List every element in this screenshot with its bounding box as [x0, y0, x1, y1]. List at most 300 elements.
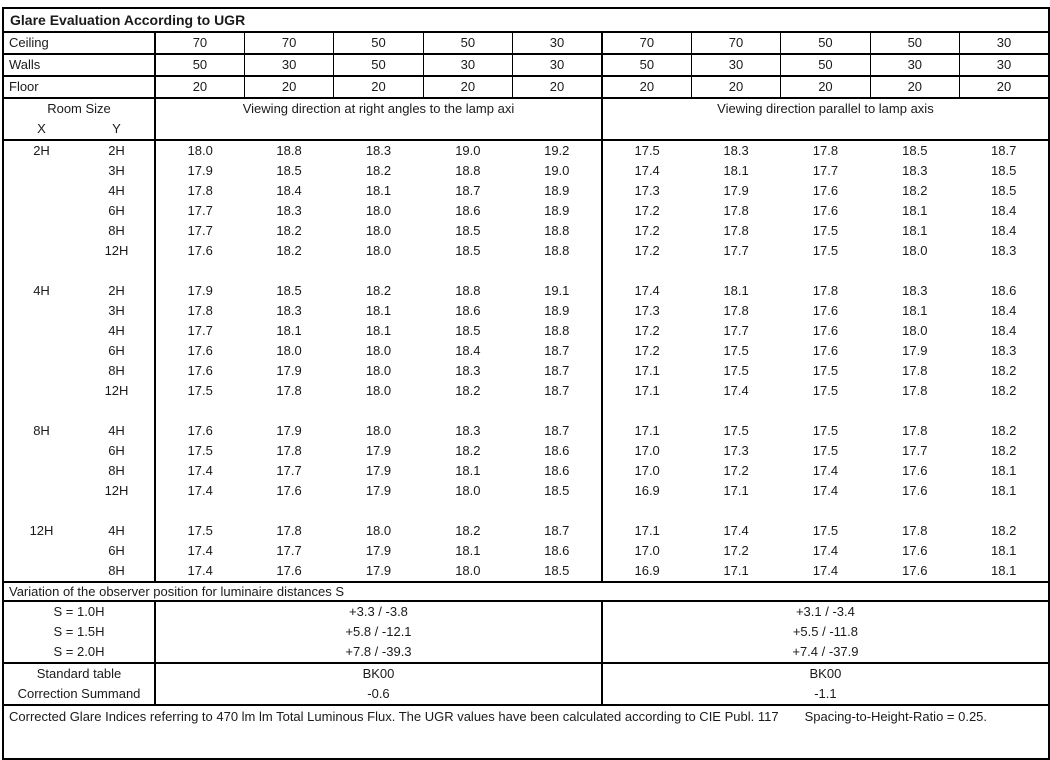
- ugr-value-cell: 18.1: [991, 463, 1017, 478]
- ugr-value-cell: 18.0: [902, 243, 928, 258]
- footer-cell: [3, 705, 1049, 759]
- y-label-cell: 3H: [79, 161, 155, 181]
- ugr-values-section: [3, 140, 1049, 582]
- ugr-value-cell: 17.6: [812, 343, 839, 358]
- x-label-cell: 8H: [33, 423, 50, 438]
- ugr-value-cell: 17.7: [812, 163, 839, 178]
- ugr-value-cell: 17.8: [276, 443, 302, 458]
- y-label-cell: 12H: [79, 381, 155, 401]
- ugr-value-cell: 18.5: [513, 561, 602, 582]
- surface-value-cell: 30: [691, 54, 780, 76]
- ugr-value-cell: 17.8: [902, 363, 928, 378]
- ugr-value-cell: 17.5: [812, 443, 839, 458]
- surface-value-cell: 70: [691, 32, 780, 54]
- ugr-value-cell: 17.6: [187, 343, 213, 358]
- ugr-value-cell: 17.3: [634, 183, 660, 198]
- ugr-value-cell: 18.3: [902, 163, 928, 178]
- ugr-value-cell: 17.9: [187, 283, 213, 298]
- y-col-header: Y: [112, 121, 121, 136]
- ugr-value-cell: 17.8: [723, 203, 749, 218]
- ugr-value-cell: 17.6: [812, 323, 839, 338]
- x-label-cell: [3, 321, 79, 341]
- y-label-cell: 12H: [79, 481, 155, 501]
- ugr-value-cell: 17.4: [812, 483, 839, 498]
- ugr-value-cell: 18.1: [902, 203, 928, 218]
- ugr-data-row: [3, 140, 1049, 161]
- ugr-value-cell: 18.0: [365, 243, 392, 258]
- ugr-value-cell: 18.4: [455, 343, 481, 358]
- surface-value-cell: 20: [781, 76, 870, 98]
- ugr-value-cell: 17.4: [634, 283, 660, 298]
- ugr-value-cell: 18.2: [365, 163, 392, 178]
- ugr-value-cell: 17.6: [902, 463, 928, 478]
- x-label-cell: [3, 341, 79, 361]
- variation-heading-row: [3, 582, 1049, 601]
- ugr-value-cell: 17.5: [187, 383, 213, 398]
- y-label-cell: 6H: [79, 441, 155, 461]
- ugr-value-cell: 18.4: [991, 303, 1017, 318]
- ugr-value-cell: 18.5: [276, 163, 302, 178]
- ugr-value-cell: 17.7: [276, 543, 302, 558]
- ugr-value-cell: 17.8: [902, 523, 928, 538]
- ugr-value-cell: 18.3: [991, 343, 1017, 358]
- ugr-value-cell: 17.6: [902, 483, 928, 498]
- ugr-value-cell: 18.6: [455, 203, 481, 218]
- ugr-value-cell: 17.9: [276, 363, 302, 378]
- ugr-value-cell: 17.3: [723, 443, 749, 458]
- x-label-cell: [3, 481, 79, 501]
- surface-row-label: Ceiling: [3, 32, 155, 54]
- ugr-value-cell: 18.7: [991, 143, 1017, 158]
- ugr-value-cell: 17.5: [812, 523, 839, 538]
- ugr-value-cell: 18.5: [513, 481, 602, 501]
- ugr-value-cell: 17.7: [187, 323, 213, 338]
- ugr-value-cell: 18.5: [455, 323, 481, 338]
- ugr-value-cell: 17.1: [723, 483, 749, 498]
- ugr-value-cell: 18.0: [455, 483, 481, 498]
- ugr-value-cell: 17.1: [723, 563, 749, 578]
- ugr-value-cell: 17.1: [634, 383, 660, 398]
- ugr-value-cell: 18.4: [991, 223, 1017, 238]
- ugr-value-cell: 18.5: [991, 163, 1017, 178]
- x-label-cell: [3, 301, 79, 321]
- ugr-value-cell: 17.7: [723, 323, 749, 338]
- ugr-data-row: [3, 281, 1049, 301]
- ugr-value-cell: 18.7: [513, 381, 602, 401]
- x-label-cell: [3, 381, 79, 401]
- ugr-value-cell: 18.1: [902, 303, 928, 318]
- s-left-value: +3.3 / -3.8: [155, 601, 602, 622]
- ugr-value-cell: 18.9: [513, 201, 602, 221]
- y-label-cell: 6H: [79, 541, 155, 561]
- ugr-value-cell: 17.8: [812, 143, 839, 158]
- ugr-value-cell: 17.8: [276, 383, 302, 398]
- title-row: [3, 8, 1049, 32]
- ugr-value-cell: 18.2: [991, 363, 1017, 378]
- x-label-cell: [3, 441, 79, 461]
- y-label-cell: 4H: [79, 521, 155, 541]
- ugr-value-cell: 17.9: [723, 183, 749, 198]
- surface-value-cell: 20: [155, 76, 244, 98]
- ugr-value-cell: 17.2: [634, 203, 660, 218]
- surface-value-cell: 20: [960, 76, 1049, 98]
- variation-heading: Variation of the observer position for luminaire distances S: [3, 582, 1049, 601]
- block-gap-row: [3, 401, 1049, 421]
- ugr-value-cell: 17.5: [812, 363, 839, 378]
- ugr-value-cell: 17.1: [634, 423, 660, 438]
- ugr-data-row: [3, 201, 1049, 221]
- ugr-value-cell: 17.8: [902, 383, 928, 398]
- ugr-value-cell: 17.0: [634, 463, 660, 478]
- ugr-value-cell: 17.7: [187, 203, 213, 218]
- surface-value-cell: 20: [513, 76, 602, 98]
- surface-value-cell: 20: [870, 76, 959, 98]
- ugr-value-cell: 17.2: [723, 543, 749, 558]
- ugr-value-cell: 18.6: [513, 461, 602, 481]
- ugr-value-cell: 17.6: [902, 543, 928, 558]
- ugr-value-cell: 18.1: [991, 563, 1017, 578]
- spacing-height-ratio: Spacing-to-Height-Ratio = 0.25.: [804, 709, 988, 724]
- x-label-cell: 2H: [33, 143, 50, 158]
- ugr-data-row: [3, 321, 1049, 341]
- ugr-value-cell: 17.8: [187, 183, 213, 198]
- ugr-value-cell: 18.8: [513, 221, 602, 241]
- ugr-value-cell: 18.0: [365, 203, 392, 218]
- x-label-cell: [3, 181, 79, 201]
- surface-value-cell: 70: [155, 32, 244, 54]
- ugr-value-cell: 17.5: [812, 383, 839, 398]
- y-label-cell: 2H: [79, 281, 155, 301]
- ugr-value-cell: 18.6: [991, 283, 1017, 298]
- ugr-value-cell: 17.6: [187, 363, 213, 378]
- surface-value-cell: 50: [602, 54, 691, 76]
- ugr-value-cell: 18.2: [991, 383, 1017, 398]
- ugr-value-cell: 17.5: [723, 343, 749, 358]
- ugr-value-cell: 18.0: [365, 423, 392, 438]
- ugr-data-row: [3, 521, 1049, 541]
- surface-value-cell: 20: [334, 76, 423, 98]
- ugr-value-cell: 17.5: [812, 243, 839, 258]
- ugr-value-cell: 16.9: [634, 483, 660, 498]
- observer-variation-row: [3, 601, 1049, 622]
- ugr-data-row: [3, 241, 1049, 261]
- ugr-value-cell: 18.2: [455, 443, 481, 458]
- ugr-value-cell: 18.4: [991, 323, 1017, 338]
- ugr-value-cell: 17.5: [812, 423, 839, 438]
- s-right-value: +7.4 / -37.9: [792, 644, 859, 659]
- ugr-value-cell: 18.3: [365, 143, 392, 158]
- observer-variation-row: [3, 622, 1049, 642]
- ugr-value-cell: 17.6: [187, 423, 213, 438]
- summary-section: [3, 663, 1049, 705]
- ugr-value-cell: 17.4: [187, 483, 213, 498]
- surface-value-cell: 30: [960, 32, 1049, 54]
- ugr-value-cell: 18.3: [276, 203, 302, 218]
- ugr-value-cell: 18.0: [276, 343, 302, 358]
- ugr-value-cell: 18.2: [455, 523, 481, 538]
- surface-value-cell: 50: [334, 54, 423, 76]
- ugr-value-cell: 17.5: [723, 363, 749, 378]
- ugr-data-row: [3, 541, 1049, 561]
- surface-value-cell: 20: [423, 76, 512, 98]
- surface-value-cell: 30: [513, 32, 602, 54]
- ugr-value-cell: 18.3: [902, 283, 928, 298]
- s-distance-label: S = 2.0H: [3, 642, 155, 663]
- s-right-value: +5.5 / -11.8: [792, 624, 859, 639]
- surface-value-cell: 50: [781, 32, 870, 54]
- ugr-value-cell: 18.5: [455, 223, 481, 238]
- ugr-value-cell: 18.6: [513, 441, 602, 461]
- ugr-value-cell: 17.9: [365, 483, 392, 498]
- ugr-value-cell: 18.5: [276, 283, 302, 298]
- x-label-cell: [3, 561, 79, 582]
- ugr-data-row: [3, 361, 1049, 381]
- ugr-value-cell: 18.0: [455, 563, 481, 578]
- x-label-cell: [3, 541, 79, 561]
- observer-variation-section: [3, 601, 1049, 663]
- ugr-value-cell: 18.6: [455, 303, 481, 318]
- ugr-value-cell: 17.2: [634, 323, 660, 338]
- observer-variation-row: [3, 642, 1049, 663]
- ugr-value-cell: 18.0: [365, 223, 392, 238]
- ugr-value-cell: 18.1: [723, 283, 749, 298]
- ugr-value-cell: 18.1: [455, 543, 481, 558]
- ugr-value-cell: 17.5: [723, 423, 749, 438]
- surface-value-cell: 50: [155, 54, 244, 76]
- ugr-value-cell: 18.8: [276, 143, 302, 158]
- ugr-value-cell: 18.9: [513, 181, 602, 201]
- ugr-value-cell: 17.8: [902, 423, 928, 438]
- ugr-value-cell: 17.8: [187, 303, 213, 318]
- ugr-value-cell: 18.8: [513, 321, 602, 341]
- ugr-value-cell: 18.1: [902, 223, 928, 238]
- ugr-value-cell: 18.8: [455, 283, 481, 298]
- y-label-cell: 6H: [79, 341, 155, 361]
- surface-row: [3, 76, 1049, 98]
- s-left-value: +7.8 / -39.3: [155, 642, 602, 663]
- footer-text: Corrected Glare Indices referring to 470 lm lm Total Luminous Flux. The UGR values have been calculated according to CIE Publ. 117: [9, 709, 779, 724]
- x-label-cell: 4H: [33, 283, 50, 298]
- ugr-value-cell: 18.2: [455, 383, 481, 398]
- ugr-value-cell: 17.6: [812, 303, 839, 318]
- y-label-cell: 8H: [79, 361, 155, 381]
- ugr-value-cell: 18.2: [902, 183, 928, 198]
- x-label-cell: 12H: [29, 523, 54, 538]
- ugr-value-cell: 18.1: [455, 463, 481, 478]
- y-label-cell: 4H: [79, 421, 155, 441]
- y-label-cell: 8H: [79, 461, 155, 481]
- ugr-data-row: [3, 441, 1049, 461]
- ugr-value-cell: 17.2: [634, 343, 660, 358]
- s-left-value: +5.8 / -12.1: [155, 622, 602, 642]
- ugr-data-row: [3, 301, 1049, 321]
- y-label-cell: 12H: [79, 241, 155, 261]
- ugr-value-cell: 18.1: [365, 303, 392, 318]
- ugr-value-cell: 18.2: [365, 283, 392, 298]
- ugr-value-cell: 17.4: [812, 463, 839, 478]
- table-title: Glare Evaluation According to UGR: [3, 8, 1049, 32]
- room-size-header-cell: [3, 98, 155, 140]
- ugr-value-cell: 17.6: [902, 563, 928, 578]
- summary-left-value: -0.6: [155, 684, 602, 705]
- ugr-value-cell: 17.1: [634, 363, 660, 378]
- surface-value-cell: 50: [870, 32, 959, 54]
- summary-label: Correction Summand: [3, 684, 155, 705]
- viewing-parallel-heading: Viewing direction parallel to lamp axis: [602, 98, 1049, 140]
- ugr-data-row: [3, 341, 1049, 361]
- s-distance-label: S = 1.0H: [3, 601, 155, 622]
- surface-value-cell: 70: [244, 32, 333, 54]
- surface-value-cell: 20: [244, 76, 333, 98]
- ugr-value-cell: 17.5: [634, 143, 660, 158]
- ugr-value-cell: 17.9: [276, 423, 302, 438]
- ugr-value-cell: 17.9: [187, 163, 213, 178]
- ugr-value-cell: 17.7: [902, 443, 928, 458]
- surface-value-cell: 30: [244, 54, 333, 76]
- y-label-cell: 2H: [79, 140, 155, 161]
- surface-value-cell: 20: [691, 76, 780, 98]
- ugr-value-cell: 18.0: [365, 383, 392, 398]
- ugr-data-row: [3, 481, 1049, 501]
- ugr-value-cell: 17.2: [723, 463, 749, 478]
- ugr-value-cell: 17.2: [634, 223, 660, 238]
- block-gap-row: [3, 261, 1049, 281]
- ugr-value-cell: 17.7: [276, 463, 302, 478]
- ugr-value-cell: 18.3: [723, 143, 749, 158]
- summary-label: Standard table: [3, 663, 155, 684]
- ugr-value-cell: 18.7: [513, 361, 602, 381]
- ugr-value-cell: 17.1: [634, 523, 660, 538]
- ugr-value-cell: 18.5: [902, 143, 928, 158]
- ugr-value-cell: 18.1: [365, 323, 392, 338]
- ugr-value-cell: 19.2: [513, 140, 602, 161]
- y-label-cell: 4H: [79, 181, 155, 201]
- ugr-value-cell: 18.7: [455, 183, 481, 198]
- ugr-value-cell: 18.8: [455, 163, 481, 178]
- ugr-value-cell: 18.3: [991, 243, 1017, 258]
- xy-header-line: [4, 119, 154, 139]
- summary-row: [3, 663, 1049, 684]
- ugr-value-cell: 18.0: [365, 343, 392, 358]
- ugr-value-cell: 17.6: [276, 563, 302, 578]
- ugr-value-cell: 17.5: [812, 223, 839, 238]
- ugr-value-cell: 17.0: [634, 543, 660, 558]
- ugr-value-cell: 18.3: [455, 363, 481, 378]
- ugr-value-cell: 17.6: [812, 183, 839, 198]
- ugr-value-cell: 19.1: [513, 281, 602, 301]
- ugr-value-cell: 17.8: [723, 303, 749, 318]
- ugr-value-cell: 17.4: [812, 563, 839, 578]
- x-label-cell: [3, 361, 79, 381]
- surface-row-label: Walls: [3, 54, 155, 76]
- ugr-value-cell: 17.5: [187, 443, 213, 458]
- ugr-value-cell: 16.9: [634, 563, 660, 578]
- ugr-value-cell: 18.1: [991, 483, 1017, 498]
- ugr-value-cell: 17.9: [365, 543, 392, 558]
- ugr-value-cell: 18.0: [902, 323, 928, 338]
- ugr-value-cell: 17.9: [902, 343, 928, 358]
- ugr-value-cell: 18.1: [991, 543, 1017, 558]
- ugr-value-cell: 18.1: [723, 163, 749, 178]
- s-distance-label: S = 1.5H: [3, 622, 155, 642]
- room-size-header: Room Size: [47, 101, 111, 116]
- surface-value-cell: 70: [602, 32, 691, 54]
- y-label-cell: 8H: [79, 221, 155, 241]
- ugr-value-cell: 17.4: [812, 543, 839, 558]
- y-label-cell: 4H: [79, 321, 155, 341]
- surface-row: [3, 32, 1049, 54]
- ugr-value-cell: 17.4: [634, 163, 660, 178]
- viewing-right-angles-heading: Viewing direction at right angles to the lamp axi: [155, 98, 602, 140]
- x-label-cell: [3, 241, 79, 261]
- surface-value-cell: 20: [602, 76, 691, 98]
- ugr-value-cell: 18.2: [991, 443, 1017, 458]
- ugr-value-cell: 18.7: [513, 421, 602, 441]
- ugr-value-cell: 17.0: [634, 443, 660, 458]
- ugr-value-cell: 17.6: [812, 203, 839, 218]
- ugr-value-cell: 18.3: [455, 423, 481, 438]
- ugr-value-cell: 18.0: [365, 523, 392, 538]
- x-label-cell: [3, 221, 79, 241]
- ugr-value-cell: 17.8: [723, 223, 749, 238]
- block-gap-row: [3, 501, 1049, 521]
- x-label-cell: [3, 461, 79, 481]
- ugr-value-cell: 17.9: [365, 463, 392, 478]
- ugr-value-cell: 19.0: [513, 161, 602, 181]
- surface-value-cell: 50: [334, 32, 423, 54]
- ugr-value-cell: 17.2: [634, 243, 660, 258]
- ugr-value-cell: 17.4: [723, 523, 749, 538]
- surface-value-cell: 30: [960, 54, 1049, 76]
- footer-row: [3, 705, 1049, 759]
- ugr-value-cell: 18.2: [276, 243, 302, 258]
- ugr-value-cell: 18.4: [991, 203, 1017, 218]
- ugr-value-cell: 17.6: [276, 483, 302, 498]
- ugr-value-cell: 17.9: [365, 563, 392, 578]
- ugr-value-cell: 17.4: [187, 563, 213, 578]
- ugr-value-cell: 18.2: [276, 223, 302, 238]
- column-header-row: [3, 98, 1049, 140]
- surface-row-label: Floor: [3, 76, 155, 98]
- surface-value-cell: 30: [423, 54, 512, 76]
- surface-row: [3, 54, 1049, 76]
- ugr-data-row: [3, 381, 1049, 401]
- surface-value-cell: 30: [870, 54, 959, 76]
- ugr-value-cell: 18.3: [276, 303, 302, 318]
- ugr-value-cell: 17.8: [276, 523, 302, 538]
- ugr-value-cell: 17.8: [812, 283, 839, 298]
- ugr-value-cell: 18.6: [513, 541, 602, 561]
- ugr-value-cell: 17.5: [187, 523, 213, 538]
- ugr-value-cell: 18.4: [276, 183, 302, 198]
- ugr-data-row: [3, 421, 1049, 441]
- x-label-cell: [3, 201, 79, 221]
- ugr-value-cell: 17.7: [187, 223, 213, 238]
- ugr-data-row: [3, 221, 1049, 241]
- ugr-value-cell: 18.2: [991, 423, 1017, 438]
- summary-row: [3, 684, 1049, 705]
- glare-evaluation-table: [2, 7, 1050, 760]
- ugr-value-cell: 17.4: [723, 383, 749, 398]
- ugr-value-cell: 18.1: [365, 183, 392, 198]
- ugr-value-cell: 18.5: [455, 243, 481, 258]
- ugr-value-cell: 18.7: [513, 521, 602, 541]
- ugr-data-row: [3, 161, 1049, 181]
- ugr-value-cell: 18.7: [513, 341, 602, 361]
- ugr-value-cell: 18.9: [513, 301, 602, 321]
- ugr-value-cell: 17.7: [723, 243, 749, 258]
- ugr-data-row: [3, 181, 1049, 201]
